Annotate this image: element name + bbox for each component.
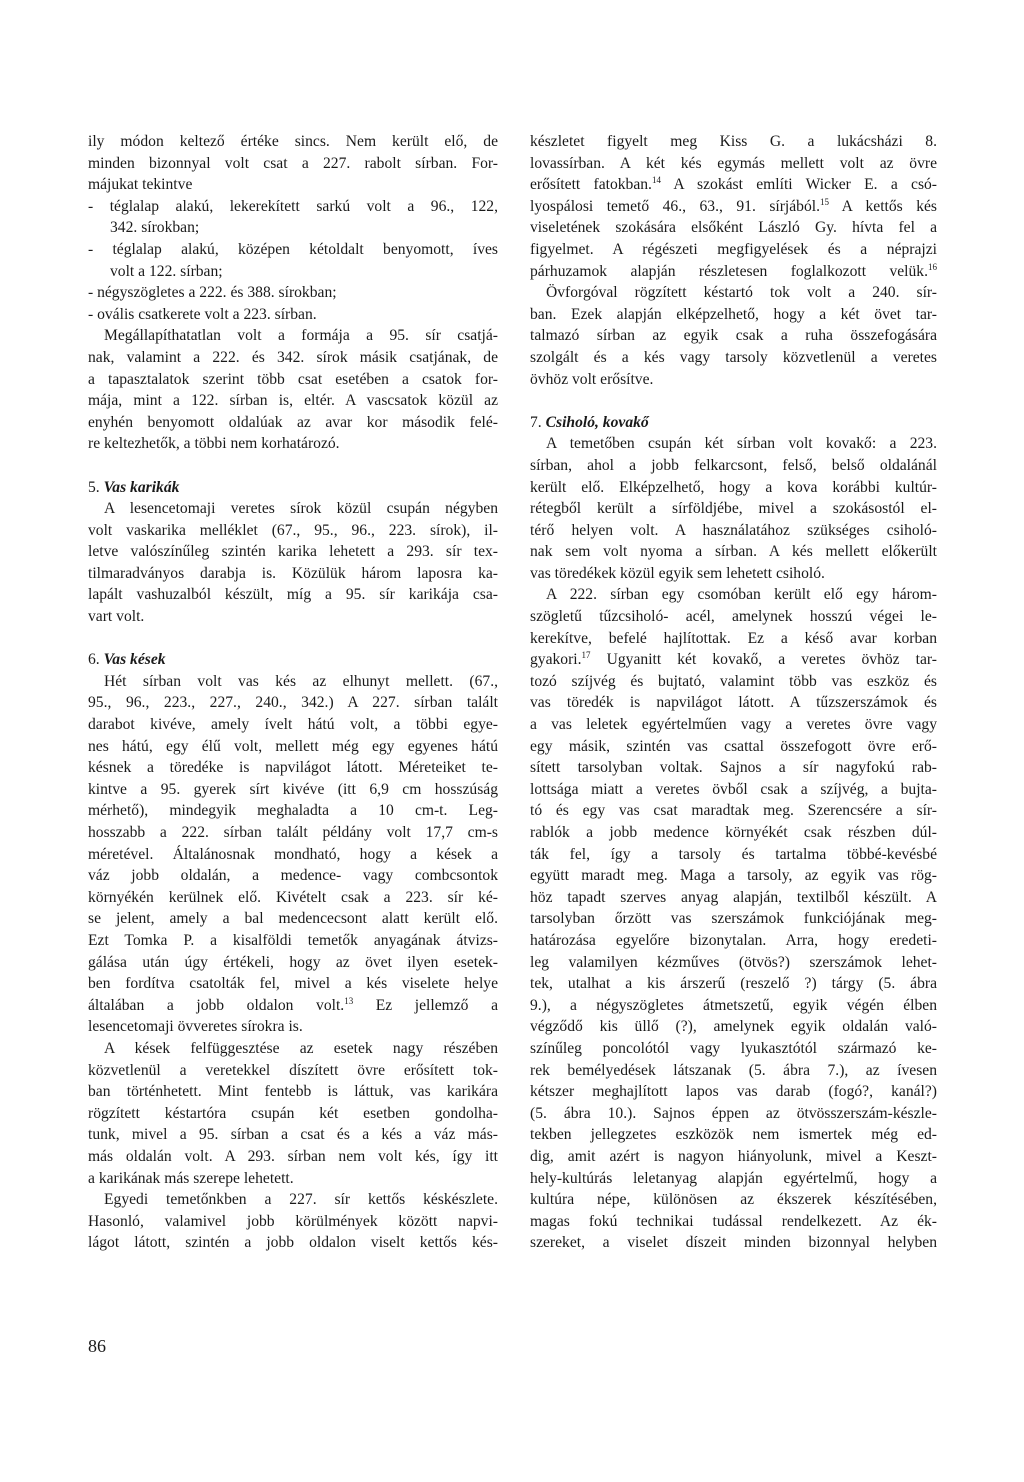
line-text: szolgált és a kés vagy tarsoly közvetlenül a veretes [530, 348, 937, 366]
text-line [530, 520, 937, 542]
line-text: rablók a jobb medence környékét csak részben dúl- [530, 824, 937, 841]
text-line [530, 282, 937, 304]
line-text: minden bizonnyal volt csat a 227. rabolt sírban. For- [88, 154, 498, 172]
text-line [88, 1103, 498, 1125]
line-text: színűleg poncolótól vagy lyukasztótól származó ke- [530, 1039, 937, 1057]
section-title: Csiholó, kovakő [545, 413, 649, 431]
line-text: volt vaskarika melléklet (67., 95., 96., 223. sírok), il- [88, 521, 498, 539]
line-text: együtt maradt meg. Maga a tarsoly, az egyik vas rög- [530, 867, 937, 885]
line-text: sített tarsolyban voltak. Sajnos a sír nagyfokú rab- [530, 759, 937, 777]
text-line [88, 1146, 498, 1168]
text-line [88, 541, 498, 563]
footnote-ref: 13 [344, 995, 354, 1006]
text-line [88, 736, 498, 758]
section-number: 7. [530, 413, 542, 431]
line-text: volt a 122. sírban; [110, 262, 223, 280]
footnote-ref: 14 [651, 175, 661, 186]
line-text: 342. sírokban; [110, 219, 200, 237]
text-line [88, 1232, 498, 1254]
line-text: kerekítve, befelé hajlítottak. Ez a késő avar korban [530, 629, 937, 647]
text-line [530, 304, 937, 326]
line-text: általában a jobb oldalon volt. [88, 996, 345, 1014]
text-line [530, 822, 937, 844]
line-text: hosszabb a 222. sírban talált példány volt 17,7 cm-s [88, 824, 498, 841]
line-text: 95., 96., 223., 227., 240., 342.) A 227. sírban talált [88, 694, 498, 712]
line-text: májukat tekintve [88, 176, 193, 194]
line-text: tilmaradványos darabja is. Közülük három laposra ka- [88, 564, 498, 582]
line-text: erősített fatokban. [530, 176, 652, 194]
text-line [530, 1081, 937, 1103]
footnote-ref: 16 [928, 261, 937, 272]
left-text-column [88, 131, 498, 1254]
section-title: Vas kések [103, 651, 166, 669]
footnote-ref: 17 [581, 650, 591, 661]
line-text: kintve a 95. gyerek sírt kivéve (itt 6,9 cm hosszúság [88, 780, 498, 798]
text-line [530, 606, 937, 628]
line-text: hely-kultúrás leletanyag alapján egyértelmű, hogy a [530, 1169, 937, 1187]
section-title: Vas karikák [103, 478, 180, 496]
line-text: végződő kis üllő (?), amelynek egyik oldalán való- [530, 1018, 937, 1036]
line-text: leg valamilyen kézműves (ötvös?) szerszámok lehet- [530, 953, 937, 971]
text-line [530, 153, 937, 175]
line-text: mája, mint a 122. sírban is, eltér. A vascsatok közül az [88, 392, 498, 410]
line-text: nak sem volt nyoma a sírban. A kés mellett előkerült [530, 543, 937, 561]
line-text: a tapasztalatok szerint több csat esetében a csatok for- [88, 370, 498, 388]
text-line [88, 844, 498, 866]
text-line [88, 1038, 498, 1060]
line-text: készletet figyelt meg Kiss G. a lukácsházi 8. [530, 133, 937, 150]
line-text: Hasonló, valamivel jobb körülmények között napvi- [88, 1212, 498, 1230]
text-line [530, 347, 937, 369]
text-line [530, 930, 937, 952]
line-text: rögzített késtartóra csupán két esetben gondolha- [88, 1104, 498, 1122]
text-line [530, 174, 937, 196]
text-line [530, 844, 937, 866]
line-text: tekben jellegzetes eszközök nem ismertek még ed- [530, 1126, 937, 1144]
text-line [88, 800, 498, 822]
section-number: 6. [88, 651, 100, 669]
text-line [530, 692, 937, 714]
line-text: ban történhetett. Mint fentebb is láttuk, vas karikára [88, 1083, 498, 1101]
text-line [88, 1168, 498, 1190]
text-line [530, 325, 937, 347]
text-line [530, 714, 937, 736]
text-line [88, 347, 498, 369]
line-text: gálása után úgy értékeli, hogy az övet ilyen esetek- [88, 953, 498, 971]
text-line [530, 736, 937, 758]
line-text: rétegből került a sírföldjébe, mivel a szokásostól el- [530, 500, 937, 518]
line-text: 9.), a négyszögletes átmetszetű, egyik végén élben [530, 996, 937, 1014]
text-line [88, 1081, 498, 1103]
text-line [88, 930, 498, 952]
text-line [88, 692, 498, 714]
line-text: ily módon keltező értéke sincs. Nem került elő, de [88, 133, 498, 150]
text-line [88, 217, 498, 239]
line-text: párhuzamok alapján részletesen foglalkozott velük. [530, 262, 928, 280]
line-text: Hét sírban volt vas kés az elhunyt mellett. (67., [104, 672, 498, 690]
line-text: viseletének szokására elsőként László Gy. hívta fel a [530, 219, 937, 237]
text-line [530, 239, 937, 261]
text-line [88, 1016, 498, 1038]
text-line [88, 520, 498, 542]
text-line [530, 217, 937, 239]
text-line [530, 973, 937, 995]
text-line [530, 671, 937, 693]
line-text-after: Ez jellemző a [353, 996, 498, 1014]
section-heading [530, 412, 937, 434]
text-line [88, 606, 498, 628]
line-text: méretével. Általánosnak mondható, hogy a kések a [88, 845, 498, 863]
line-text: - négyszögletes a 222. és 388. sírokban; [88, 284, 337, 302]
text-line [88, 563, 498, 585]
text-line [530, 541, 937, 563]
text-line [88, 433, 498, 455]
text-line [88, 412, 498, 434]
line-text: rek bemélyedések látszanak (5. ábra 7.), az ívesen [530, 1061, 937, 1079]
text-line [88, 865, 498, 887]
line-text: vas töredékek közül egyik sem lehetett csiholó. [530, 564, 825, 582]
page-number: 86 [88, 1336, 106, 1356]
line-text: lesencetomaji övveretes sírokra is. [88, 1018, 303, 1036]
section-heading [88, 649, 498, 671]
text-line [530, 455, 937, 477]
line-text: övhöz volt erősítve. [530, 370, 654, 388]
text-line [88, 261, 498, 283]
text-line [88, 369, 498, 391]
text-line [530, 1189, 937, 1211]
text-line [88, 1189, 498, 1211]
line-text: közvetlenül a veretekkel díszített övre erősített tok- [88, 1061, 498, 1079]
line-text: késnek a töredéke is napvilágot látott. Méreteiket te- [88, 759, 498, 777]
text-line [530, 131, 937, 153]
text-line [530, 369, 937, 391]
line-text: környékén kerülnek elő. Kivételt csak a 223. sír ké- [88, 888, 498, 906]
text-line [530, 908, 937, 930]
line-text: tó és egy vas csat maradtak meg. Szerencsére a sír- [530, 802, 937, 820]
line-text: figyelmet. A régészeti megfigyelések és a néprajzi [530, 240, 937, 258]
text-line [530, 995, 937, 1017]
text-line [530, 628, 937, 650]
line-text: vas töredék is napvilágot látott. A tűzszerszámok és [530, 694, 937, 712]
line-text: A 222. sírban egy csomóban került elő egy három- [546, 586, 937, 604]
text-line [88, 779, 498, 801]
line-text: se jelent, amely a bal medencecsont alatt került elő. [88, 910, 498, 928]
text-line [530, 1103, 937, 1125]
line-text: szögletű tűzcsiholó- acél, amelynek hosszú végei le- [530, 608, 937, 626]
paragraph-gap [88, 628, 498, 650]
line-text: lágot látott, szintén a jobb oldalon viselt kettős kés- [88, 1234, 498, 1252]
line-text: vart volt. [88, 608, 145, 626]
text-line [88, 239, 498, 261]
line-text: került elő. Elképzelhető, hogy a kova korábbi kultúr- [530, 478, 937, 496]
line-text: höz tapadt szerves anyag alapján, textilből készült. A [530, 888, 937, 906]
line-text: kétszer meghajlított lapos vas darab (fogó?, kanál?) [530, 1083, 937, 1101]
line-text: enyhén benyomott oldalúak az avar kor második felé- [88, 413, 498, 431]
line-text: Övforgóval rögzített késtartó tok volt a 240. sír- [546, 284, 937, 302]
text-line [88, 282, 498, 304]
line-text: talmazó sírban az egyik csak a ruha összefogására [530, 327, 937, 345]
text-line [88, 1211, 498, 1233]
right-text-column [530, 131, 937, 1254]
line-text: térő helyen volt. A használatához szükséges csiholó- [530, 521, 937, 539]
text-line [88, 304, 498, 326]
text-line [88, 757, 498, 779]
text-line [88, 325, 498, 347]
paragraph-gap [530, 390, 937, 412]
line-text: lottsága miatt a veretes övből csak a szíjvég, a bujta- [530, 780, 937, 798]
line-text: más oldalán volt. A 293. sírban nem volt kés, így itt [88, 1147, 498, 1165]
line-text: lyospálosi temető 46., 63., 91. sírjából. [530, 197, 820, 215]
line-text: Megállapíthatatlan volt a formája a 95. sír csatjá- [104, 327, 498, 345]
text-line [530, 952, 937, 974]
text-line [88, 995, 498, 1017]
line-text: lapált vashuzalból készült, míg a 95. sír karikája csa- [88, 586, 498, 604]
line-text: lovassírban. A két kés egymás mellett volt az övre [530, 154, 937, 172]
text-line [88, 390, 498, 412]
line-text: ben fordítva csatolták fel, mivel a kés viselete helye [88, 975, 498, 993]
text-line [530, 887, 937, 909]
text-line [88, 498, 498, 520]
line-text: gyakori. [530, 651, 582, 669]
text-line [530, 757, 937, 779]
line-text: határozása egyelőre bizonytalan. Arra, hogy eredeti- [530, 931, 937, 949]
text-line [530, 498, 937, 520]
text-line [530, 1038, 937, 1060]
line-text: re keltezhetők, a többi nem korhatározó. [88, 435, 340, 453]
text-line [530, 433, 937, 455]
line-text: szereket, a viselet díszeit minden bizonnyal helyben [530, 1234, 937, 1252]
line-text: sírban, ahol a jobb felkarcsont, felső, belső oldalánál [530, 456, 937, 474]
line-text: a karikának más szerepe lehetett. [88, 1169, 294, 1187]
line-text: A temetőben csupán két sírban volt kovakő: a 223. [546, 435, 937, 453]
text-line [88, 196, 498, 218]
text-line [530, 800, 937, 822]
text-line [530, 261, 937, 283]
text-line [530, 1168, 937, 1190]
footnote-ref: 15 [820, 196, 829, 207]
line-text: magas fokú technikai tudással rendelkezett. Az ék- [530, 1212, 937, 1230]
text-line [530, 865, 937, 887]
line-text: nes hátú, egy élű volt, mellett még egy egyenes hátú [88, 737, 498, 755]
line-text: a vas leletek egyértelműen vagy a veretes övre vagy [530, 716, 937, 734]
line-text: kultúra népe, különösen az ékszerek készítésében, [530, 1191, 937, 1209]
line-text: tarsolyban őrzött vas szerszámok funkciójának meg- [530, 910, 937, 928]
text-line [530, 779, 937, 801]
text-line [530, 1060, 937, 1082]
line-text: A lesencetomaji veretes sírok közül csupán négyben [104, 500, 498, 518]
line-text-after: Ugyanitt két kovakő, a veretes övhöz tar- [590, 651, 937, 669]
text-line [88, 153, 498, 175]
text-line [88, 131, 498, 153]
line-text: Egyedi temetőnkben a 227. sír kettős késkészlete. [104, 1191, 498, 1209]
text-line [88, 1124, 498, 1146]
line-text: darabot kivéve, amely ívelt hátú volt, a többi egye- [88, 716, 498, 734]
text-line [530, 563, 937, 585]
text-line [88, 584, 498, 606]
line-text: ban. Ezek alapján elképzelhető, hogy a két övet tar- [530, 305, 937, 323]
line-text: A kések felfüggesztése az esetek nagy részében [104, 1039, 498, 1057]
text-line [530, 196, 937, 218]
section-number: 5. [88, 478, 100, 496]
text-line [530, 1124, 937, 1146]
line-text: váz jobb oldalán, a medence- vagy combcsontok [88, 867, 498, 885]
text-line [530, 1232, 937, 1254]
text-line [88, 1060, 498, 1082]
text-line [530, 477, 937, 499]
line-text: tunk, mivel a 95. sírban a csat és a kés a váz más- [88, 1126, 498, 1144]
line-text: tozó szíjvég és bujtató, valamint több vas eszköz és [530, 672, 937, 690]
line-text: egy másik, szintén vas csattal összefogott övre erő- [530, 737, 937, 755]
line-text: tek, utalhat a kis árszerű (reszelő ?) tárgy (5. ábra [530, 975, 937, 993]
line-text: ták fel, így a tarsoly és tartalma többé-kevésbé [530, 845, 937, 863]
text-line [88, 714, 498, 736]
section-heading [88, 477, 498, 499]
line-text: - téglalap alakú, középen kétoldalt benyomott, íves [88, 240, 498, 258]
text-line [88, 887, 498, 909]
paragraph-gap [88, 455, 498, 477]
line-text-after: A szokást említi Wicker E. a csó- [660, 176, 937, 194]
text-line [88, 671, 498, 693]
text-line [530, 584, 937, 606]
line-text: (5. ábra 10.). Sajnos éppen az ötvösszerszám-készle- [530, 1104, 937, 1122]
line-text: letve valószínűleg szintén karika lehetett a 293. sír tex- [88, 543, 498, 561]
line-text: - ovális csatkerete volt a 223. sírban. [88, 305, 317, 323]
text-line [530, 1146, 937, 1168]
text-line [530, 1016, 937, 1038]
text-line [88, 973, 498, 995]
text-line [88, 908, 498, 930]
line-text: mérhető), mindegyik meghaladta a 10 cm-t. Leg- [88, 802, 498, 820]
line-text: nak, valamint a 222. és 342. sírok másik csatjának, de [88, 348, 498, 366]
line-text: - téglalap alakú, lekerekített sarkú volt a 96., 122, [88, 197, 498, 215]
text-line [530, 1211, 937, 1233]
text-line [88, 952, 498, 974]
text-line [88, 174, 498, 196]
text-line [88, 822, 498, 844]
line-text-after: A kettős kés [829, 197, 937, 215]
line-text: dig, amit azért is nagyon hiányolunk, mivel a Keszt- [530, 1147, 937, 1165]
text-line [530, 649, 937, 671]
line-text: Ezt Tomka P. a kisalföldi temetők anyagának átvizs- [88, 931, 498, 949]
